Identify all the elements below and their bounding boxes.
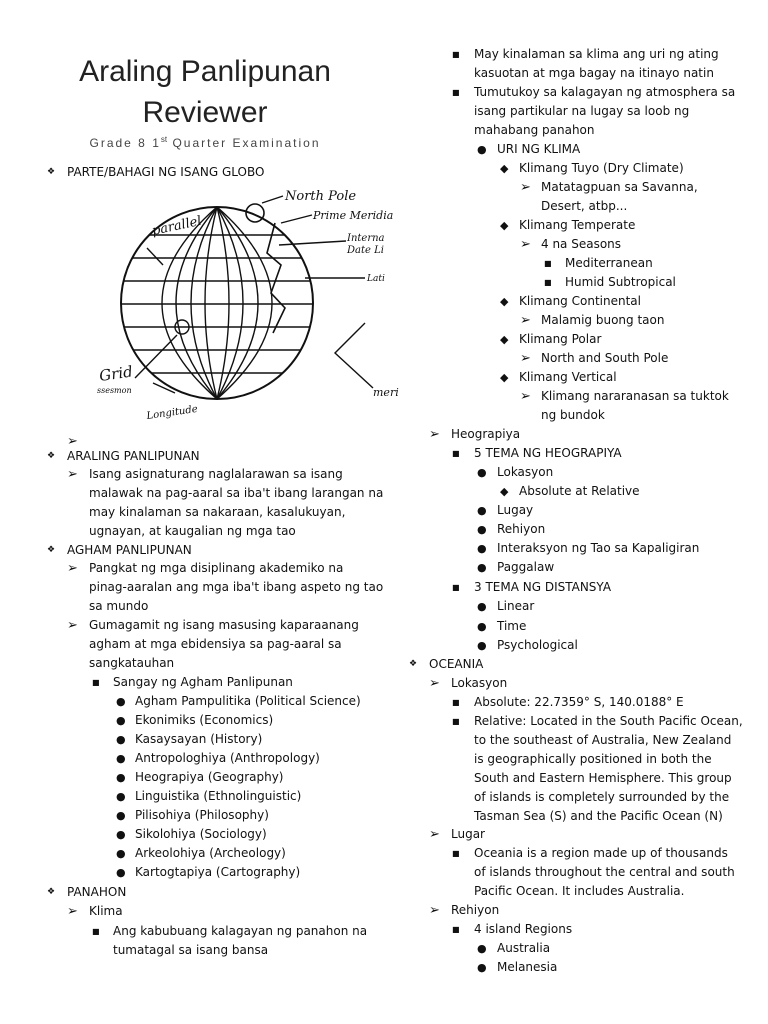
text-line: Tumutukoy sa kalagayan ng atmosphera sa [474, 85, 736, 99]
square-bullet-icon: ■ [452, 583, 460, 592]
text-line: may kinalaman sa nakaraan, kasalukuyan, [89, 505, 346, 519]
text-line: is geographically positioned in both the [474, 752, 712, 766]
text-line: mahabang panahon [474, 123, 595, 137]
dot-bullet-icon: ● [116, 733, 126, 746]
list-item: Absolute at Relative [519, 484, 640, 498]
square-bullet-icon: ■ [92, 927, 100, 936]
dot-bullet-icon: ● [116, 847, 126, 860]
text-line: malawak na pag-aaral sa iba't ibang larangan na [89, 486, 384, 500]
diamond-bullet-icon: ❖ [47, 545, 56, 555]
list-item: Klimang Tuyo (Dry Climate) [519, 161, 684, 175]
arrow-bullet-icon: ➢ [429, 427, 440, 442]
list-item: Linear [497, 599, 535, 613]
subtitle-text: Grade 8 1 [89, 136, 161, 150]
square-bullet-icon: ■ [92, 678, 100, 687]
text-line: Oceania is a region made up of thousands [474, 846, 728, 860]
uri-ng-klima-heading: URI NG KLIMA [497, 142, 581, 156]
text-line: South and Eastern Hemisphere. This group [474, 771, 732, 785]
diamond-bullet-icon: ❖ [47, 887, 56, 897]
label-meridian: meri [373, 386, 399, 399]
text-line: of islands throughout the central and south [474, 865, 735, 879]
sangay-heading: Sangay ng Agham Panlipunan [113, 675, 293, 689]
square-bullet-icon: ■ [452, 849, 460, 858]
lugar-heading: Lugar [451, 827, 485, 841]
list-item: Sikolohiya (Sociology) [135, 827, 267, 841]
text-line: 4 na Seasons [541, 237, 622, 251]
list-item: Heograpiya (Geography) [135, 770, 284, 784]
arrow-bullet-icon: ➢ [520, 180, 531, 195]
diamond-small-bullet-icon: ◆ [500, 371, 509, 384]
globe-outline [121, 207, 313, 399]
arrow-bullet-icon: ➢ [429, 676, 440, 691]
list-item: Kartogtapiya (Cartography) [135, 865, 301, 879]
dot-bullet-icon: ● [116, 752, 126, 765]
text-line: ng bundok [541, 408, 605, 422]
list-item: Mediterranean [565, 256, 653, 270]
list-item: Kasaysayan (History) [135, 732, 263, 746]
dot-bullet-icon: ● [477, 639, 487, 652]
dot-bullet-icon: ● [116, 828, 126, 841]
list-item: Humid Subtropical [565, 275, 676, 289]
subtitle-text-end: Quarter Examination [167, 136, 321, 150]
text-line: Absolute: 22.7359° S, 140.0188° E [474, 695, 684, 709]
section-heading-globe: PARTE/BAHAGI NG ISANG GLOBO [67, 165, 265, 179]
text-line: Ang kabubuang kalagayan ng panahon na [113, 924, 368, 938]
list-item: Psychological [497, 638, 578, 652]
square-bullet-icon: ■ [544, 278, 552, 287]
text-line: North and South Pole [541, 351, 669, 365]
arrow-bullet-icon: ➢ [429, 827, 440, 842]
list-item: Agham Pampulitika (Political Science) [135, 694, 361, 708]
text-line: May kinalaman sa klima ang uri ng ating [474, 47, 719, 61]
diamond-bullet-icon: ❖ [47, 451, 56, 461]
arrow-bullet-icon: ➢ [520, 313, 531, 328]
dot-bullet-icon: ● [116, 771, 126, 784]
dot-bullet-icon: ● [116, 809, 126, 822]
dot-bullet-icon: ● [477, 561, 487, 574]
dot-bullet-icon: ● [116, 695, 126, 708]
page-title-line-1: Araling Panlipunan [79, 55, 331, 88]
arrow-bullet-icon: ➢ [67, 904, 78, 919]
square-bullet-icon: ■ [452, 698, 460, 707]
lokasyon-heading: Lokasyon [451, 676, 508, 690]
dot-bullet-icon: ● [477, 466, 487, 479]
date-line [267, 223, 285, 333]
list-item: Klimang Polar [519, 332, 602, 346]
text-line: kasuotan at mga bagay na itinayo natin [474, 66, 714, 80]
dot-bullet-icon: ● [477, 504, 487, 517]
arrow-bullet-icon: ➢ [520, 389, 531, 404]
text-line: tumatagal sa isang bansa [113, 943, 269, 957]
square-bullet-icon: ■ [452, 717, 460, 726]
list-item: Klimang Temperate [519, 218, 636, 232]
dot-bullet-icon: ● [477, 942, 487, 955]
label-latitude: Lati [367, 274, 385, 284]
dot-bullet-icon: ● [477, 542, 487, 555]
diamond-small-bullet-icon: ◆ [500, 485, 509, 498]
list-item: Australia [497, 941, 551, 955]
list-item: Rehiyon [497, 522, 546, 536]
list-item: Interaksyon ng Tao sa Kapaligiran [497, 541, 700, 555]
list-item: Pilisohiya (Philosophy) [135, 808, 269, 822]
list-item: Melanesia [497, 960, 558, 974]
list-item: Paggalaw [497, 560, 555, 574]
text-line: isang partikular na lugay sa loob ng [474, 104, 690, 118]
section-heading-panahon: PANAHON [67, 885, 127, 899]
diamond-small-bullet-icon: ◆ [500, 295, 509, 308]
square-bullet-icon: ■ [452, 50, 460, 59]
diamond-bullet-icon: ❖ [47, 167, 56, 177]
text-line: Pangkat ng mga disiplinang akademiko na [89, 561, 344, 575]
text-line: Desert, atbp... [541, 199, 628, 213]
text-line: agham at mga ebidensiya sa pag-aaral sa [89, 637, 342, 651]
dot-bullet-icon: ● [477, 523, 487, 536]
label-prime-meridian: Prime Meridia [313, 209, 394, 222]
label-intl-date-line-2: Date Li [347, 245, 384, 256]
label-north-pole: North Pole [285, 189, 357, 204]
square-bullet-icon: ■ [452, 925, 460, 934]
label-parallel: parallel [150, 213, 203, 239]
label-longitude: Longitude [145, 403, 199, 422]
text-line: of islands is completely surrounded by the [474, 790, 730, 804]
text-line: Malamig buong taon [541, 313, 665, 327]
text-line: Matatagpuan sa Savanna, [541, 180, 698, 194]
square-bullet-icon: ■ [452, 449, 460, 458]
list-item: Ekonimiks (Economics) [135, 713, 274, 727]
text-line: sangkatauhan [89, 656, 175, 670]
label-grid-sub: ssesmon [97, 386, 132, 395]
arrow-bullet-icon: ➢ [429, 903, 440, 918]
dot-bullet-icon: ● [116, 790, 126, 803]
text-line: Gumagamit ng isang masusing kaparaanang [89, 618, 359, 632]
list-item: Arkeolohiya (Archeology) [135, 846, 286, 860]
list-item: Klimang Vertical [519, 370, 617, 384]
list-item: Klimang Continental [519, 294, 641, 308]
diamond-small-bullet-icon: ◆ [500, 333, 509, 346]
arrow-bullet-icon: ➢ [520, 237, 531, 252]
arrow-bullet-icon: ➢ [520, 351, 531, 366]
subtitle-superscript: st [160, 135, 168, 144]
dot-bullet-icon: ● [116, 866, 126, 879]
diamond-small-bullet-icon: ◆ [500, 162, 509, 175]
list-item: Lokasyon [497, 465, 554, 479]
tema-heading: 5 TEMA NG HEOGRAPIYA [474, 446, 622, 460]
label-grid: Grid [98, 362, 134, 385]
dot-bullet-icon: ● [477, 961, 487, 974]
klima-heading: Klima [89, 904, 123, 918]
text-line: ugnayan, at kaugalian ng mga tao [89, 524, 296, 538]
square-bullet-icon: ■ [544, 259, 552, 268]
arrow-bullet-icon: ➢ [67, 467, 78, 482]
list-item: Lugay [497, 503, 534, 517]
distansya-heading: 3 TEMA NG DISTANSYA [474, 580, 612, 594]
page-subtitle [40, 135, 370, 150]
rehiyon-heading: Rehiyon [451, 903, 500, 917]
list-item: Time [497, 619, 527, 633]
square-bullet-icon: ■ [452, 88, 460, 97]
list-item: Linguistika (Ethnolinguistic) [135, 789, 302, 803]
dot-bullet-icon: ● [477, 620, 487, 633]
label-intl-date-line-1: Interna [347, 233, 385, 244]
dot-bullet-icon: ● [477, 600, 487, 613]
page-title-line-2: Reviewer [142, 96, 268, 129]
text-line: Isang asignaturang naglalarawan sa isang [89, 467, 343, 481]
section-heading-agham-panlipunan: AGHAM PANLIPUNAN [67, 543, 192, 557]
heograpiya-heading: Heograpiya [451, 427, 521, 441]
arrow-bullet-icon: ➢ [67, 561, 78, 576]
arrow-bullet-icon: ➢ [67, 434, 78, 449]
dot-bullet-icon: ● [477, 143, 487, 156]
dot-bullet-icon: ● [116, 714, 126, 727]
diamond-small-bullet-icon: ◆ [500, 219, 509, 232]
text-line: Relative: Located in the South Pacific Ocean, [474, 714, 743, 728]
diamond-bullet-icon: ❖ [409, 659, 418, 669]
text-line: pinag-aaralan ang mga iba't ibang aspeto ng tao [89, 580, 384, 594]
text-line: Klimang nararanasan sa tuktok [541, 389, 729, 403]
section-heading-oceania: OCEANIA [429, 657, 484, 671]
text-line: Tasman Sea (S) and the Pacific Ocean (N) [474, 809, 723, 823]
section-heading-araling-panlipunan: ARALING PANLIPUNAN [67, 449, 200, 463]
globe-diagram [95, 183, 399, 428]
arrow-bullet-icon: ➢ [67, 618, 78, 633]
text-line: to the southeast of Australia, New Zealand [474, 733, 732, 747]
regions-heading: 4 island Regions [474, 922, 573, 936]
text-line: Pacific Ocean. It includes Australia. [474, 884, 685, 898]
text-line: sa mundo [89, 599, 149, 613]
list-item: Antropologhiya (Anthropology) [135, 751, 320, 765]
